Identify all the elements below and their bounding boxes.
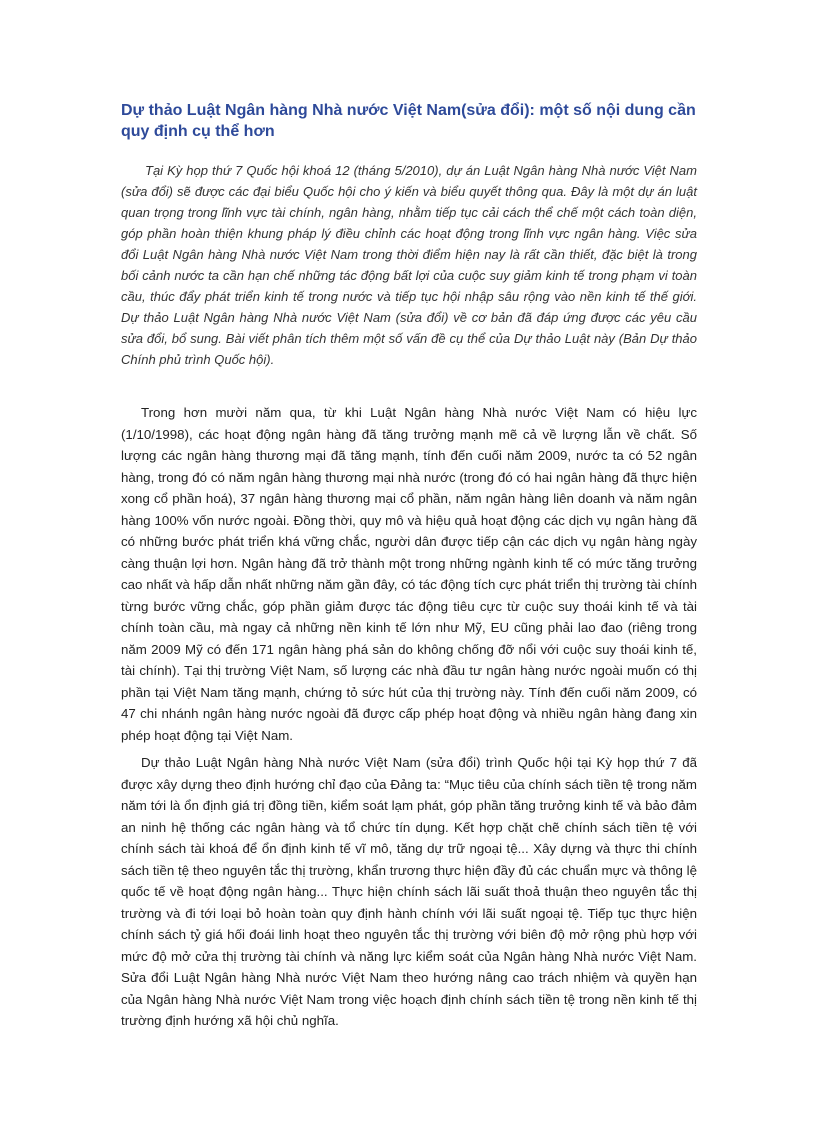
document-page [121, 100, 697, 1032]
body-paragraph-1: Trong hơn mười năm qua, từ khi Luật Ngân hàng Nhà nước Việt Nam có hiệu lực (1/10/1998), các hoạt động ngân hàng đã tăng trưởng mạnh mẽ cả về lượng lẫn về chất. Số lượng các ngân hàng thương mại đã tăng mạnh, tính đến cuối năm 2009, nước ta có 52 ngân hàng, trong đó có năm ngân hàng thương mại nhà nước (trong đó có hai ngân hàng đã thực hiện xong cổ phần hoá), 37 ngân hàng thương mại cổ phần, năm ngân hàng liên doanh và năm ngân hàng 100% vốn nước ngoài. Đồng thời, quy mô và hiệu quả hoạt động các dịch vụ ngân hàng đã có những bước phát triển khá vững chắc, người dân được tiếp cận các dịch vụ ngân hàng ngày càng thuận lợi hơn. Ngân hàng đã trở thành một trong những ngành kinh tế có mức tăng trưởng cao nhất và hấp dẫn nhất những năm gần đây, có tác động tích cực phát triển thị trường tài chính từng bước vững chắc, góp phần giảm được tác động tiêu cực từ cuộc suy thoái kinh tế và tài chính toàn cầu, mà ngay cả những nền kinh tế lớn như Mỹ, EU cũng phải lao đao (riêng trong năm 2009 Mỹ có đến 171 ngân hàng phá sản do không chống đỡ nổi với cuộc suy thoái kinh tế, tài chính). Tại thị trường Việt Nam, số lượng các nhà đầu tư ngân hàng nước ngoài muốn có thị phần tại Việt Nam tăng mạnh, chứng tỏ sức hút của thị trường này. Tính đến cuối năm 2009, có 47 chi nhánh ngân hàng nước ngoài đã được cấp phép hoạt động và nhiều ngân hàng đang xin phép hoạt động tại Việt Nam. [121, 405, 697, 743]
article-title: Dự thảo Luật Ngân hàng Nhà nước Việt Nam(sửa đổi): một số nội dung cần quy định cụ thể hơn [121, 102, 696, 140]
body-paragraph-2: Dự thảo Luật Ngân hàng Nhà nước Việt Nam (sửa đổi) trình Quốc hội tại Kỳ họp thứ 7 đã được xây dựng theo định hướng chỉ đạo của Đảng ta: “Mục tiêu của chính sách tiền tệ trong năm năm tới là ổn định giá trị đồng tiền, kiểm soát lạm phát, góp phần tăng trưởng kinh tế và bảo đảm an ninh hệ thống các ngân hàng và tổ chức tín dụng. Kết hợp chặt chẽ chính sách tiền tệ với chính sách tài khoá để ổn định kinh tế vĩ mô, tăng dự trữ ngoại tệ... Xây dựng và thực thi chính sách tiền tệ theo nguyên tắc thị trường, khẩn trương thực hiện đầy đủ các chuẩn mực và thông lệ quốc tế về hoạt động ngân hàng... Thực hiện chính sách lãi suất thoả thuận theo nguyên tắc thị trường và đi tới loại bỏ hoàn toàn quy định hành chính với lãi suất ngoại tệ. Tiếp tục thực hiện chính sách tỷ giá hối đoái linh hoạt theo nguyên tắc thị trường với biên độ mở rộng phù hợp với mức độ mở cửa thị trường tài chính và năng lực kiểm soát của Ngân hàng Nhà nước Việt Nam. Sửa đổi Luật Ngân hàng Nhà nước Việt Nam theo hướng nâng cao trách nhiệm và quyền hạn của Ngân hàng Nhà nước Việt Nam trong việc hoạch định chính sách tiền tệ trong nền kinh tế thị trường định hướng xã hội chủ nghĩa. [121, 755, 697, 1028]
article-abstract: Tại Kỳ họp thứ 7 Quốc hội khoá 12 (tháng 5/2010), dự án Luật Ngân hàng Nhà nước Việt Nam (sửa đổi) sẽ được các đại biểu Quốc hội cho ý kiến và biểu quyết thông qua. Đây là một dự án luật quan trọng trong lĩnh vực tài chính, ngân hàng, nhằm tiếp tục cải cách thể chế một cách toàn diện, góp phần hoàn thiện khung pháp lý điều chỉnh các hoạt động trong lĩnh vực ngân hàng. Việc sửa đổi Luật Ngân hàng Nhà nước Việt Nam trong thời điểm hiện nay là rất cần thiết, đặc biệt là trong bối cảnh nước ta cần hạn chế những tác động bất lợi của cuộc suy giảm kinh tế trong phạm vi toàn cầu, thúc đẩy phát triển kinh tế trong nước và tiếp tục hội nhập sâu rộng vào nền kinh tế thế giới. Dự thảo Luật Ngân hàng Nhà nước Việt Nam (sửa đổi) về cơ bản đã đáp ứng được các yêu cầu sửa đổi, bổ sung. Bài viết phân tích thêm một số vấn đề cụ thể của Dự thảo Luật này (Bản Dự thảo Chính phủ trình Quốc hội). [121, 163, 697, 367]
